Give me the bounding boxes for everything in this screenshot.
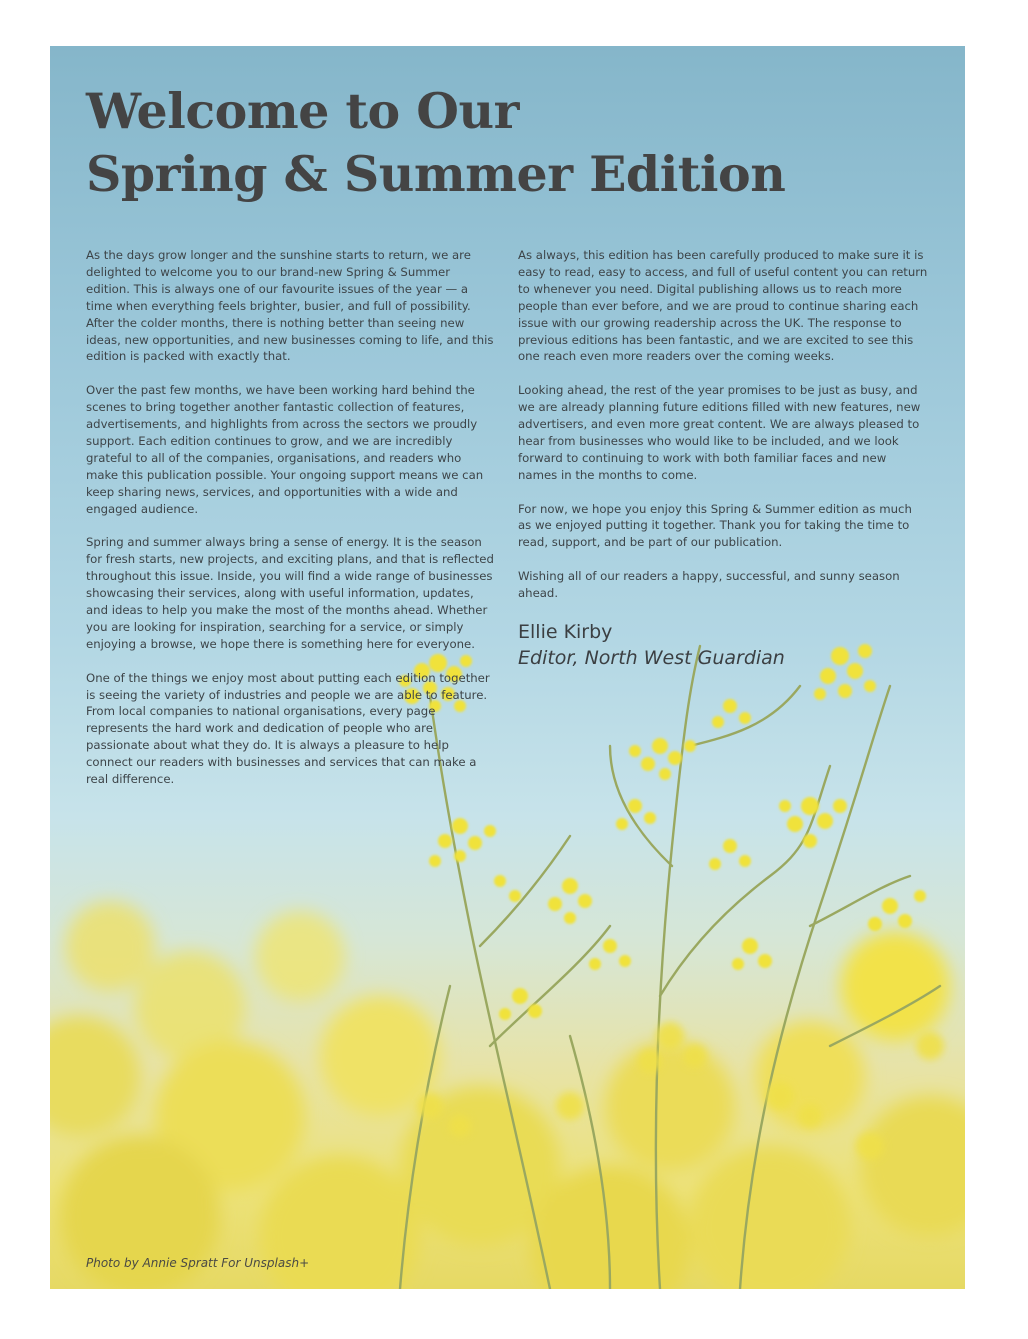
title-line-2: Spring & Summer Edition [86, 145, 786, 203]
paragraph: Spring and summer always bring a sense of energy. It is the season for fresh starts, new projects, and exciting plans, and that is reflected throughout this issue. Inside, you will find a wide range of businesses showcasing their services, along with useful information, updates, and ideas to help you make the most of the months ahead. Whether you are looking for inspiration, searching for a service, or simply enjoying a browse, we hope there is something here for everyone. [86, 535, 494, 651]
title-line-1: Welcome to Our [86, 82, 519, 140]
paragraph: Over the past few months, we have been working hard behind the scenes to bring together another fantastic collection of features, advertisements, and highlights from across the sectors we proudly support. Each edition continues to grow, and we are incredibly grateful to all of the companies, organisations, and readers who make this publication possible. Your ongoing support means we can keep sharing news, services, and opportunities with a wide and engaged audience. [86, 383, 484, 516]
flower-cluster-lower-middle [548, 839, 751, 970]
paragraph: One of the things we enjoy most about putting each edition together is seeing the variety of industries and people we are able to feature. From local companies to national organisations, every page represents the hard work and dedication of people who are passionate about what they do. It is always a pleasure to help connect our readers with businesses and services that can make a real difference. [86, 670, 490, 787]
page-title [86, 80, 785, 206]
page [50, 46, 965, 1289]
flower-cluster-middle [629, 699, 751, 780]
paragraph: As always, this edition has been carefully produced to make sure it is easy to read, easy to access, and full of useful content you can return to whenever you need. Digital publishing allows us to reach more people than ever before, and we are proud to continue sharing each issue with our growing readership across the UK. The response to previous editions has been fantastic, and we are excited to see this one reach even more readers over the coming weeks. [518, 248, 928, 364]
photo-credit: Photo by Annie Spratt For Unsplash+ [86, 1256, 310, 1270]
signature-role: Editor, North West Guardian [518, 646, 785, 669]
paragraph: As the days grow longer and the sunshine starts to return, we are delighted to welcome you to our brand-new Spring & Summer edition. This is always one of our favourite issues of the year — a time when everything feels brighter, busier, and full of possibility. After the colder months, there is nothing better than seeing new ideas, new opportunities, and new businesses coming to life, and this edition is packed with exactly that. [86, 248, 494, 364]
flower-cluster-lower-left [429, 818, 521, 902]
paragraph: For now, we hope you enjoy this Spring & Summer edition as much as we enjoyed putting it together. Thank you for taking the time to read, support, and be part of our publication. [518, 501, 912, 550]
paragraph: Looking ahead, the rest of the year promises to be just as busy, and we are already planning future editions filled with new features, new advertisers, and even more great content. We are always pleased to hear from businesses who would like to be included, and we look forward to continuing to work with both familiar faces and new names in the months to come. [518, 383, 921, 482]
paragraph: Wishing all of our readers a happy, successful, and sunny season ahead. [518, 569, 900, 601]
signature-name: Ellie Kirby [518, 620, 613, 643]
left-column [86, 247, 496, 805]
right-column [518, 247, 928, 671]
